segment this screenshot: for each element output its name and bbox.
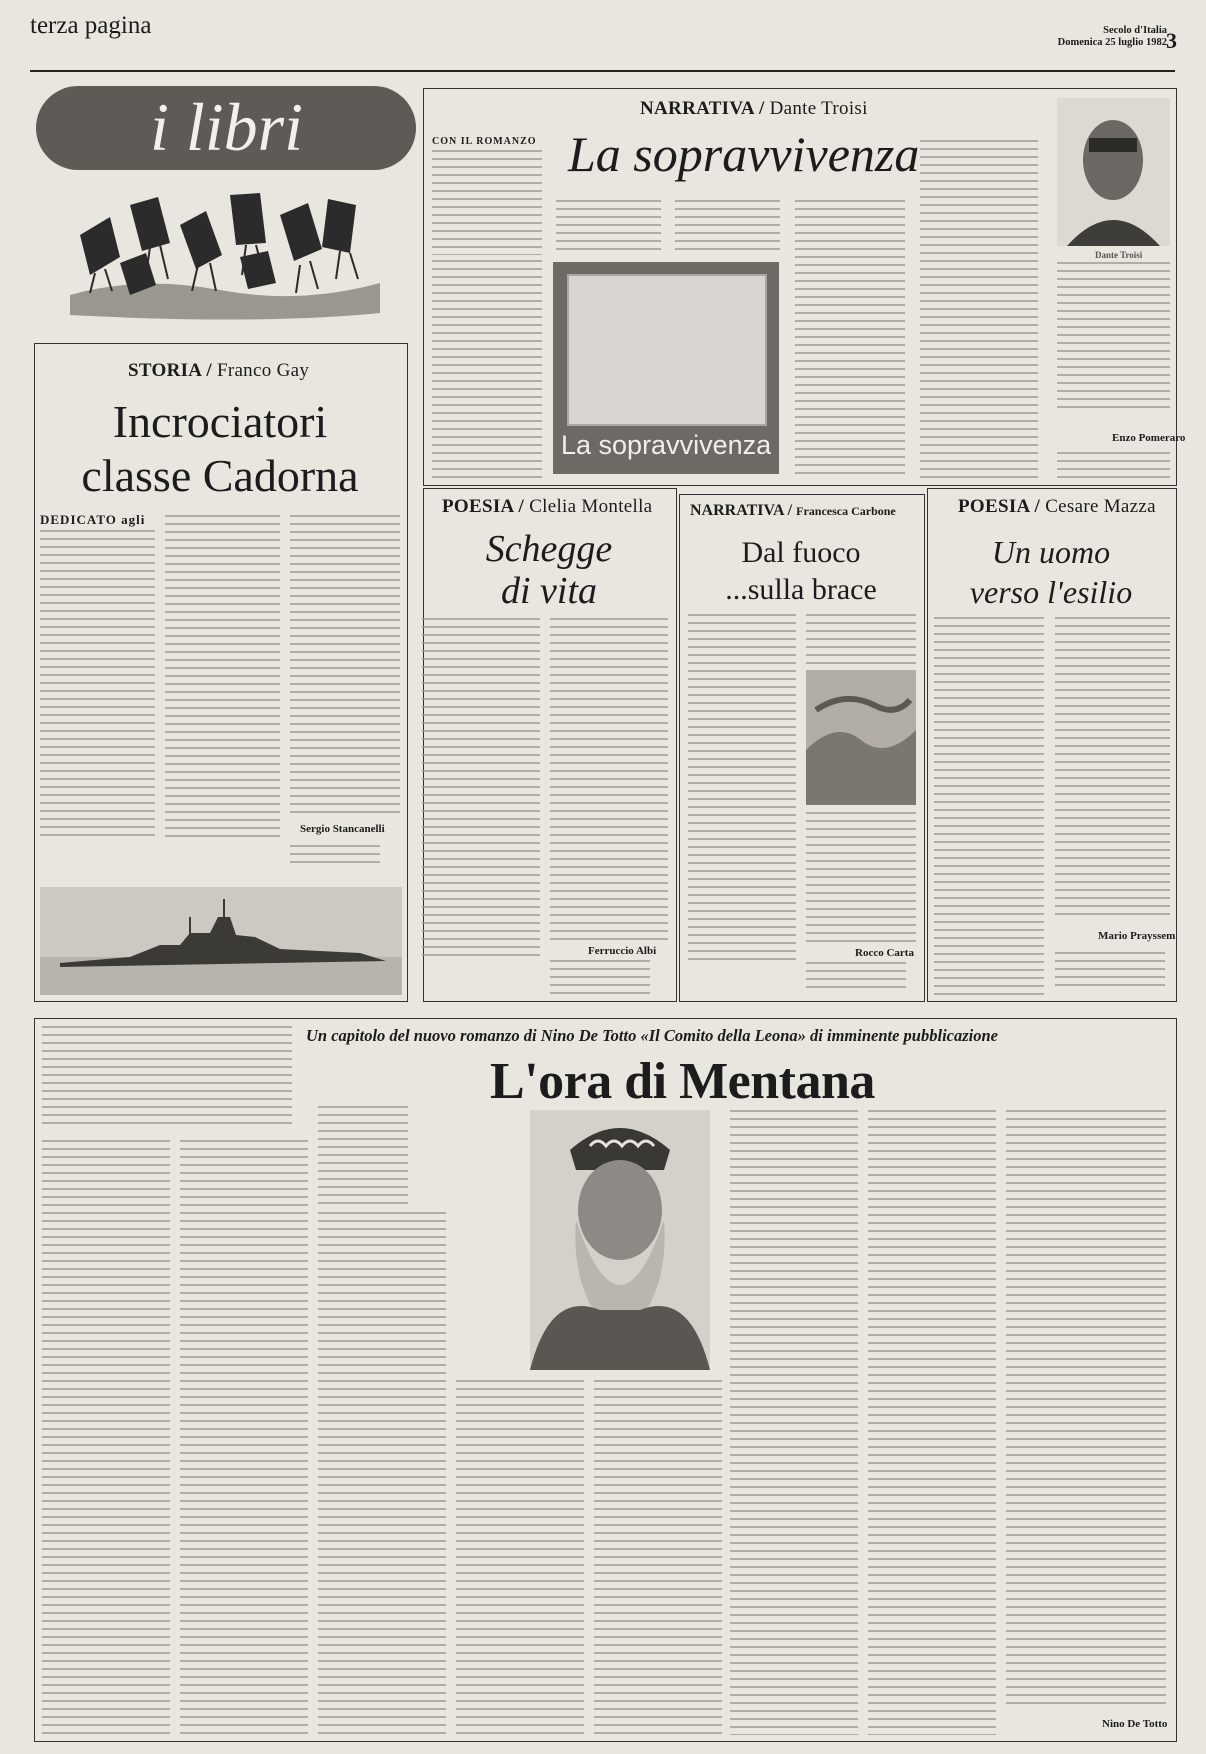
feature-body-col2 xyxy=(180,1140,308,1735)
montella-signature: Ferruccio Albi xyxy=(588,945,657,957)
masthead-info xyxy=(1055,25,1167,49)
carbone-body-col2a xyxy=(806,614,916,664)
troisi-book-ref xyxy=(1057,452,1170,478)
storia-headline xyxy=(40,395,400,503)
montella-author: Clelia Montella xyxy=(529,496,653,517)
montella-headline-line1: Schegge xyxy=(485,528,613,570)
troisi-lead: CON IL ROMANZO xyxy=(432,136,537,147)
troisi-headline: La sopravvivenza xyxy=(568,126,920,182)
feature-body-col3 xyxy=(318,1106,408,1206)
storia-body-col1 xyxy=(40,530,155,840)
mazza-body-col1 xyxy=(934,617,1044,995)
troisi-book-cover xyxy=(553,262,779,474)
carbone-body-col1 xyxy=(688,614,796,964)
cover-title: La sopravvivenza xyxy=(561,430,772,460)
feature-body-col1 xyxy=(42,1140,170,1735)
montella-headline xyxy=(425,528,673,612)
cover-artwork xyxy=(567,274,767,426)
section-name: terza pagina xyxy=(30,12,152,39)
feature-intro xyxy=(42,1026,292,1126)
troisi-body-col6 xyxy=(1057,262,1170,412)
storia-body-col2 xyxy=(165,515,280,840)
montella-kicker-label: POESIA xyxy=(442,496,514,517)
feature-body-col8 xyxy=(1006,1110,1166,1710)
feature-headline: L'ora di Mentana xyxy=(490,1053,875,1110)
mazza-signature-text: Mario Prayssem xyxy=(1098,930,1176,942)
troisi-photo-caption: Dante Troisi xyxy=(1095,250,1143,260)
mazza-headline-line2: verso l'esilio xyxy=(969,574,1133,610)
feature-body-col3b xyxy=(318,1212,446,1735)
page-number: 3 xyxy=(1166,28,1177,53)
troisi-signature: Enzo Pomeraro xyxy=(1112,432,1186,444)
carbone-headline-line2: ...sulla brace xyxy=(725,573,877,606)
storia-headline-line1: Incrociatori xyxy=(112,396,328,447)
feature-body-col6 xyxy=(730,1110,858,1735)
carbone-author: Francesca Carbone xyxy=(796,504,896,518)
issue-date: Domenica 25 luglio 1982 xyxy=(1057,37,1167,48)
mazza-author: Cesare Mazza xyxy=(1045,496,1156,517)
mazza-kicker-label: POESIA xyxy=(958,496,1030,517)
paper-name: Secolo d'Italia xyxy=(1103,25,1167,36)
feature-overline: Un capitolo del nuovo romanzo di Nino De Totto «Il Comito della Leona» di imminente pubblicazione xyxy=(306,1026,998,1045)
mazza-headline-line1: Un uomo xyxy=(991,534,1111,570)
carbone-body-col2b xyxy=(806,812,916,942)
feature-signature: Nino De Totto xyxy=(1102,1718,1168,1730)
carbone-headline xyxy=(681,534,921,608)
troisi-author: Dante Troisi xyxy=(769,98,868,119)
storia-body-col3 xyxy=(290,515,400,815)
carbone-book-ref xyxy=(806,962,906,994)
troisi-body-col3 xyxy=(675,200,780,255)
troisi-body-col1b xyxy=(432,260,542,478)
troisi-body-col2 xyxy=(556,200,661,255)
books-illustration xyxy=(60,175,390,325)
carbone-book-cover xyxy=(806,670,916,805)
mazza-body-col2 xyxy=(1055,617,1170,917)
garibaldi-portrait xyxy=(530,1110,710,1370)
troisi-body-col5 xyxy=(920,140,1038,478)
montella-body-col1 xyxy=(422,618,540,958)
cruiser-photo xyxy=(40,887,402,995)
storia-headline-line2: classe Cadorna xyxy=(81,450,359,501)
feature-body-col7 xyxy=(868,1110,996,1735)
troisi-kicker: NARRATIVA / Dante Troisi xyxy=(640,98,868,119)
troisi-kicker-label: NARRATIVA xyxy=(640,98,754,119)
troisi-body-col4 xyxy=(795,200,905,478)
carbone-kicker: NARRATIVA / Francesca Carbone xyxy=(690,502,896,519)
troisi-author-photo xyxy=(1057,98,1170,246)
montella-book-ref xyxy=(550,960,650,995)
montella-headline-line2: di vita xyxy=(500,570,598,612)
mazza-book-ref xyxy=(1055,952,1165,992)
feature-body-col5 xyxy=(594,1380,722,1735)
carbone-headline-line1: Dal fuoco xyxy=(741,536,861,569)
storia-author: Franco Gay xyxy=(216,360,310,381)
storia-lead: DEDICATO agli xyxy=(40,512,146,527)
carbone-kicker-label: NARRATIVA xyxy=(690,502,784,519)
storia-kicker: STORIA / Franco Gay xyxy=(128,360,310,381)
books-banner-title: i libri xyxy=(150,89,304,165)
carbone-signature: Rocco Carta xyxy=(855,947,914,959)
mazza-headline xyxy=(929,532,1173,612)
troisi-body-col1 xyxy=(432,150,542,255)
header-rule xyxy=(30,70,1175,72)
storia-book-ref xyxy=(290,845,380,865)
storia-kicker-label: STORIA xyxy=(128,360,202,381)
montella-body-col2 xyxy=(550,618,668,940)
feature-body-col4 xyxy=(456,1380,584,1735)
mazza-kicker: POESIA / Cesare Mazza xyxy=(958,496,1156,517)
montella-kicker: POESIA / Clelia Montella xyxy=(442,496,653,517)
storia-signature: Sergio Stancanelli xyxy=(300,823,385,835)
